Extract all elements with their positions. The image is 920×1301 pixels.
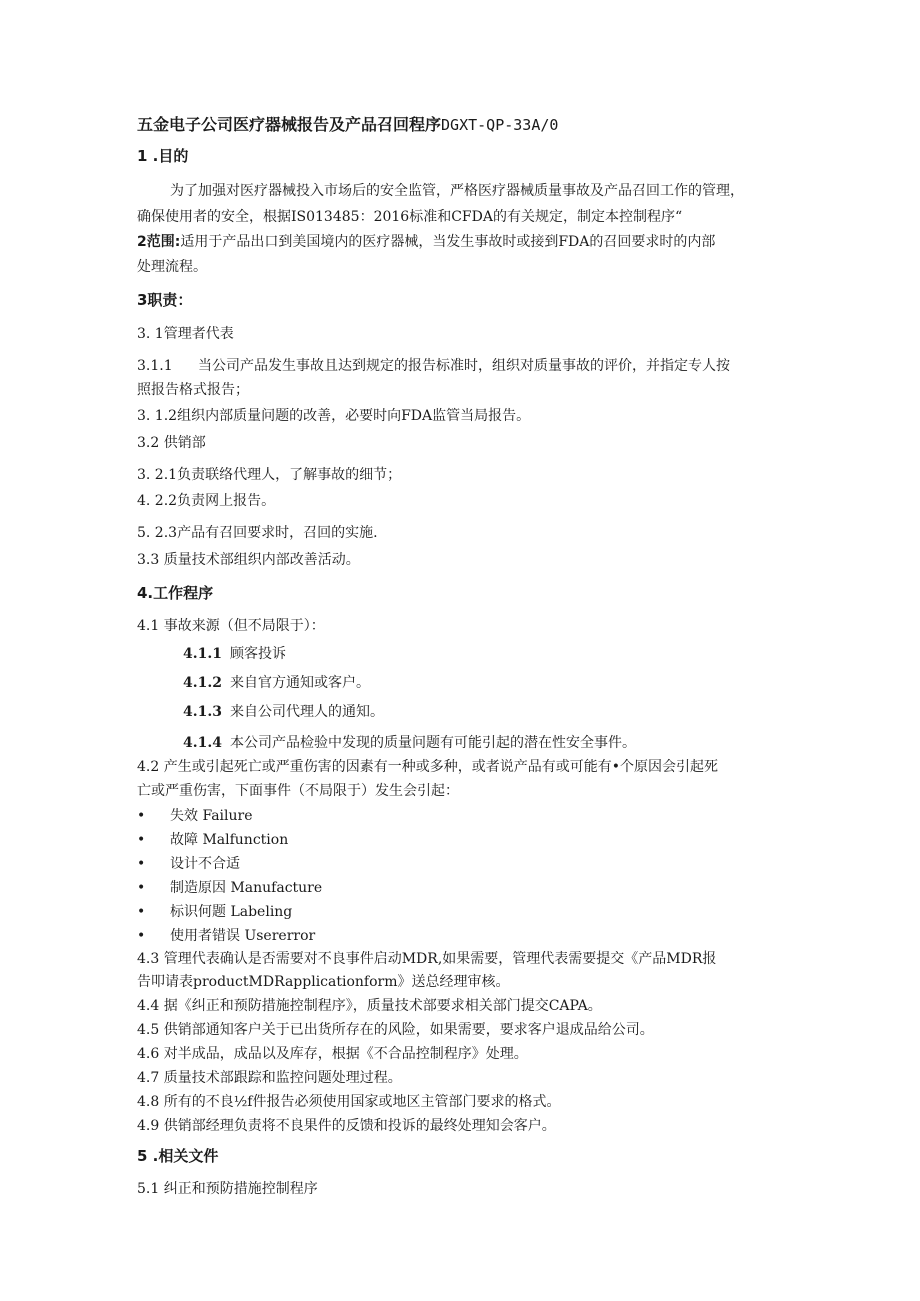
- section-4-1-4: 本公司产品检验中发现的质量问题有可能引起的潜在性安全事件。: [230, 735, 636, 751]
- section-5-1: 5.1 纠正和预防措施控制程序: [137, 1181, 318, 1197]
- section-4-2-line2: 亡或严重伤害，下面事件（不局限于）发生会引起：: [137, 783, 459, 799]
- section-4-1-3: 来自公司代理人的通知。: [230, 704, 384, 720]
- section-2-line2: 处理流程。: [137, 259, 207, 275]
- section-3-2: 3.2 供销部: [137, 435, 206, 451]
- section-4-1: 4.1 事故来源（但不局限于）：: [137, 618, 325, 634]
- bullet-mark: •: [137, 832, 146, 848]
- bullet-mark: •: [137, 928, 146, 944]
- bullet-mark: •: [137, 880, 146, 896]
- bullet-item: 使用者错误 Usererror: [170, 928, 316, 944]
- section-5-heading: 5 .相关文件: [137, 1147, 219, 1165]
- section-4-1-3-num: 4.1.3: [183, 704, 222, 720]
- section-1-para-line2: 确保使用者的安全，根据IS013485：2016标准和CFDA的有关规定，制定本控制程序“: [137, 209, 683, 225]
- section-4-1-1-num: 4.1.1: [183, 646, 222, 662]
- section-3-1-2: 3. 1.2组织内部质量问题的改善，必要时向FDA监管当局报告。: [137, 408, 531, 424]
- section-3-1-1-line2: 照报告格式报告；: [137, 382, 249, 398]
- section-3-heading: 3职责：: [137, 291, 193, 309]
- document-code: DGXT-QP-33A/0: [441, 116, 559, 134]
- section-4-2-line1: 4.2 产生或引起死亡或严重伤害的因素有一种或多种，或者说产品有或可能有•个原因会引起死: [137, 759, 718, 775]
- document-title: [137, 115, 558, 135]
- section-3-1-1-num: 3.1.1: [137, 358, 173, 374]
- section-1-para-line1: 为了加强对医疗器械投入市场后的安全监管，严格医疗器械质量事故及产品召回工作的管理，: [170, 183, 744, 199]
- section-4-3-line2: 告叩请表productMDRapplicationform》送总经理审核。: [137, 974, 510, 990]
- section-4-heading: 4.工作程序: [137, 584, 214, 602]
- bullet-item: 失效 Failure: [170, 808, 253, 824]
- section-1-heading: 1 .目的: [137, 147, 189, 165]
- section-3-1: 3. 1管理者代表: [137, 326, 234, 342]
- section-4-9: 4.9 供销部经理负责将不良果件的反馈和投诉的最终处理知会客户。: [137, 1118, 556, 1134]
- bullet-mark: •: [137, 808, 146, 824]
- section-4-4: 4.4 据《纠正和预防措施控制程序》，质量技术部要求相关部门提交CAPA。: [137, 998, 602, 1014]
- section-4-3-line1: 4.3 管理代表确认是否需要对不良事件启动MDR,如果需要，管理代表需要提交《产品MDR报: [137, 951, 717, 967]
- bullet-item: 故障 Malfunction: [170, 832, 289, 848]
- section-4-1-4-num: 4.1.4: [183, 735, 222, 751]
- section-4-7: 4.7 质量技术部跟踪和监控问题处理过程。: [137, 1070, 402, 1086]
- section-4-5: 4.5 供销部通知客户关于已出货所存在的风险，如果需要，要求客户退成品给公司。: [137, 1022, 654, 1038]
- section-4-1-2: 来自官方通知或客户。: [230, 675, 370, 691]
- section-2-heading: 2范围:: [137, 234, 181, 250]
- section-3-3: 3.3 质量技术部组织内部改善活动。: [137, 552, 360, 568]
- section-2-text: 适用于产品出口到美国境内的医疗器械，当发生事故时或接到FDA的召回要求时的内部: [180, 234, 716, 250]
- section-3-2-3: 5. 2.3产品有召回要求时，召回的实施.: [137, 525, 378, 541]
- bullet-item: 设计不合适: [170, 856, 240, 872]
- section-3-2-2: 4. 2.2负责网上报告。: [137, 493, 276, 509]
- bullet-mark: •: [137, 856, 146, 872]
- section-3-2-1: 3. 2.1负责联络代理人，了解事故的细节；: [137, 467, 402, 483]
- bullet-item: 标识何题 Labeling: [170, 904, 293, 920]
- section-4-1-2-num: 4.1.2: [183, 675, 222, 691]
- bullet-item: 制造原因 Manufacture: [170, 880, 323, 896]
- section-4-1-1: 顾客投诉: [230, 646, 286, 662]
- section-2-line1: [137, 232, 715, 252]
- bullet-mark: •: [137, 904, 146, 920]
- section-4-6: 4.6 对半成品，成品以及库存，根据《不合品控制程序》处理。: [137, 1046, 528, 1062]
- section-3-1-1-line1: 当公司产品发生事故且达到规定的报告标准时，组织对质量事故的评价，并指定专人按: [198, 358, 730, 374]
- section-4-8: 4.8 所有的不良½f件报告必须使用国家或地区主管部门要求的格式。: [137, 1094, 561, 1110]
- title-cn: 五金电子公司医疗器械报告及产品召回程序: [137, 115, 442, 134]
